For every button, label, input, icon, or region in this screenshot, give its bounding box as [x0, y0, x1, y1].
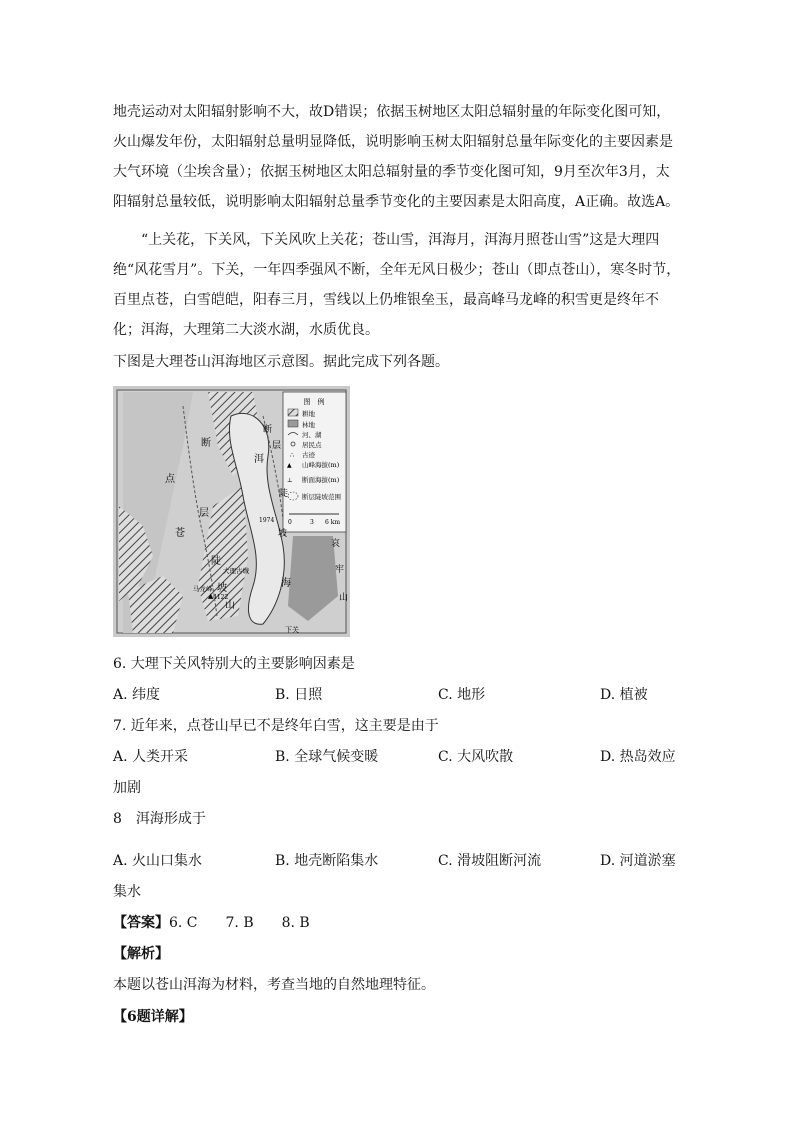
label-po-east: 坡 — [278, 529, 288, 539]
legend-settlement: 居民点 — [302, 441, 322, 449]
label-dou-east: 陡 — [279, 489, 289, 499]
scale-3: 3 — [310, 519, 314, 526]
q7-option-a[interactable]: A. 人类开采 — [113, 749, 189, 765]
label-dian: 点 — [165, 474, 175, 485]
q8-option-d[interactable]: D. 河道淤塞 — [600, 853, 676, 869]
detail-label: 【6题详解】 — [113, 1009, 193, 1025]
scale-6: 6 km — [325, 519, 341, 526]
q6-option-c[interactable]: C. 地形 — [438, 687, 486, 703]
legend-title: 图 例 — [303, 398, 325, 406]
answer-line — [113, 913, 310, 933]
intro-paragraph-1: 地壳运动对太阳辐射影响不大，故D错误；依据玉树地区太阳总辐射量的年际变化图可知，火山爆发年份，太阳辐射总量明显降低，说明影响玉树太阳辐射总量年际变化的主要因素是大气环境（尘埃含量）；依据玉树地区太阳总辐射量的季节变化图可知，9月至次年3月，太阳辐射总量较低，说明影响太阳辐射总量季节变化的主要因素是太阳高度，A正确。故选A。 — [113, 104, 680, 210]
label-po-west: 坡 — [217, 583, 227, 594]
q8-option-b[interactable]: B. 地壳断陷集水 — [275, 853, 379, 869]
peak-triangle-icon: ▲ — [208, 592, 214, 600]
q7-option-b[interactable]: B. 全球气候变暖 — [275, 749, 379, 765]
label-duan-west: 断 — [201, 438, 211, 449]
label-xiaguan: 下关 — [285, 626, 299, 634]
q8-option-d-wrap: 集水 — [113, 884, 141, 900]
label-section-value: 1974 — [259, 517, 275, 524]
label-ceng-east: 层 — [272, 441, 282, 451]
intro-paragraph-2: “上关花，下关风，下关风吹上关花；苍山雪，洱海月，洱海月照苍山雪”这是大理四绝“风花雪月”。下关，一年四季强风不断，全年无风日极少；苍山（即点苍山），寒冬时节，百里点苍，白雪皑皑，阳春三月，雪线以上仍堆银垒玉，最高峰马龙峰的积雪更是终年不化；洱海，大理第二大淡水湖，水质优良。 — [113, 232, 681, 338]
legend-fault: 断层陡坡范围 — [302, 493, 341, 501]
dali-map — [113, 386, 350, 637]
scale-0: 0 — [288, 519, 292, 526]
question-6-stem: 6. 大理下关风特别大的主要影响因素是 — [113, 656, 355, 672]
legend-forest: 林地 — [302, 421, 315, 429]
label-shan-east: 山 — [339, 593, 349, 603]
q6-option-a[interactable]: A. 纬度 — [113, 687, 161, 703]
q7-option-d-wrap: 加剧 — [113, 780, 141, 796]
label-dou-west: 陡 — [211, 556, 221, 567]
label-cang: 苍 — [175, 528, 185, 539]
analysis-text: 本题以苍山洱海为材料，考查当地的自然地理特征。 — [113, 977, 435, 993]
question-7-stem: 7. 近年来，点苍山早已不是终年白雪，这主要是由于 — [113, 718, 439, 734]
legend-peak: 山峰海拔(m) — [302, 461, 340, 469]
label-shan: 山 — [225, 600, 235, 611]
legend-site: 古迹 — [302, 451, 315, 459]
legend-section: 断面海拔(m) — [302, 476, 340, 484]
q7-option-c[interactable]: C. 大风吹散 — [438, 749, 514, 765]
q7-option-d[interactable]: D. 热岛效应 — [600, 749, 676, 765]
label-lao: 牢 — [335, 565, 345, 575]
question-8-stem: 8 洱海形成于 — [113, 811, 206, 827]
label-ai: 哀 — [331, 539, 341, 549]
legend-forest-swatch — [288, 420, 298, 427]
legend-water: 河、湖 — [302, 431, 322, 439]
label-er: 洱 — [254, 454, 264, 465]
legend-peak-symbol: ▲ — [287, 462, 292, 469]
map-caption: 下图是大理苍山洱海地区示意图。据此完成下列各题。 — [113, 354, 449, 370]
answer-text: 6. C 7. B 8. B — [169, 915, 310, 931]
analysis-label: 【解析】 — [113, 946, 169, 962]
legend-site-symbol: ∴ — [290, 451, 295, 459]
legend-farmland-swatch — [288, 409, 298, 416]
legend-section-symbol: ⊥ — [287, 477, 293, 484]
label-ceng-west: 层 — [199, 508, 209, 519]
label-malong-peak: 马龙峰 — [193, 585, 213, 593]
q8-option-c[interactable]: C. 滑坡阻断河流 — [438, 853, 542, 869]
q6-option-b[interactable]: B. 日照 — [275, 687, 323, 703]
answer-label: 【答案】 — [113, 915, 169, 931]
label-duan-east: 断 — [263, 425, 273, 435]
label-hai: 海 — [281, 578, 291, 589]
label-peak-value: 4122 — [213, 594, 229, 601]
q8-option-a[interactable]: A. 火山口集水 — [113, 853, 203, 869]
q6-option-d[interactable]: D. 植被 — [600, 687, 648, 703]
label-dali-old-town: 大理古城 — [223, 567, 249, 575]
legend-farmland: 耕地 — [302, 410, 315, 418]
